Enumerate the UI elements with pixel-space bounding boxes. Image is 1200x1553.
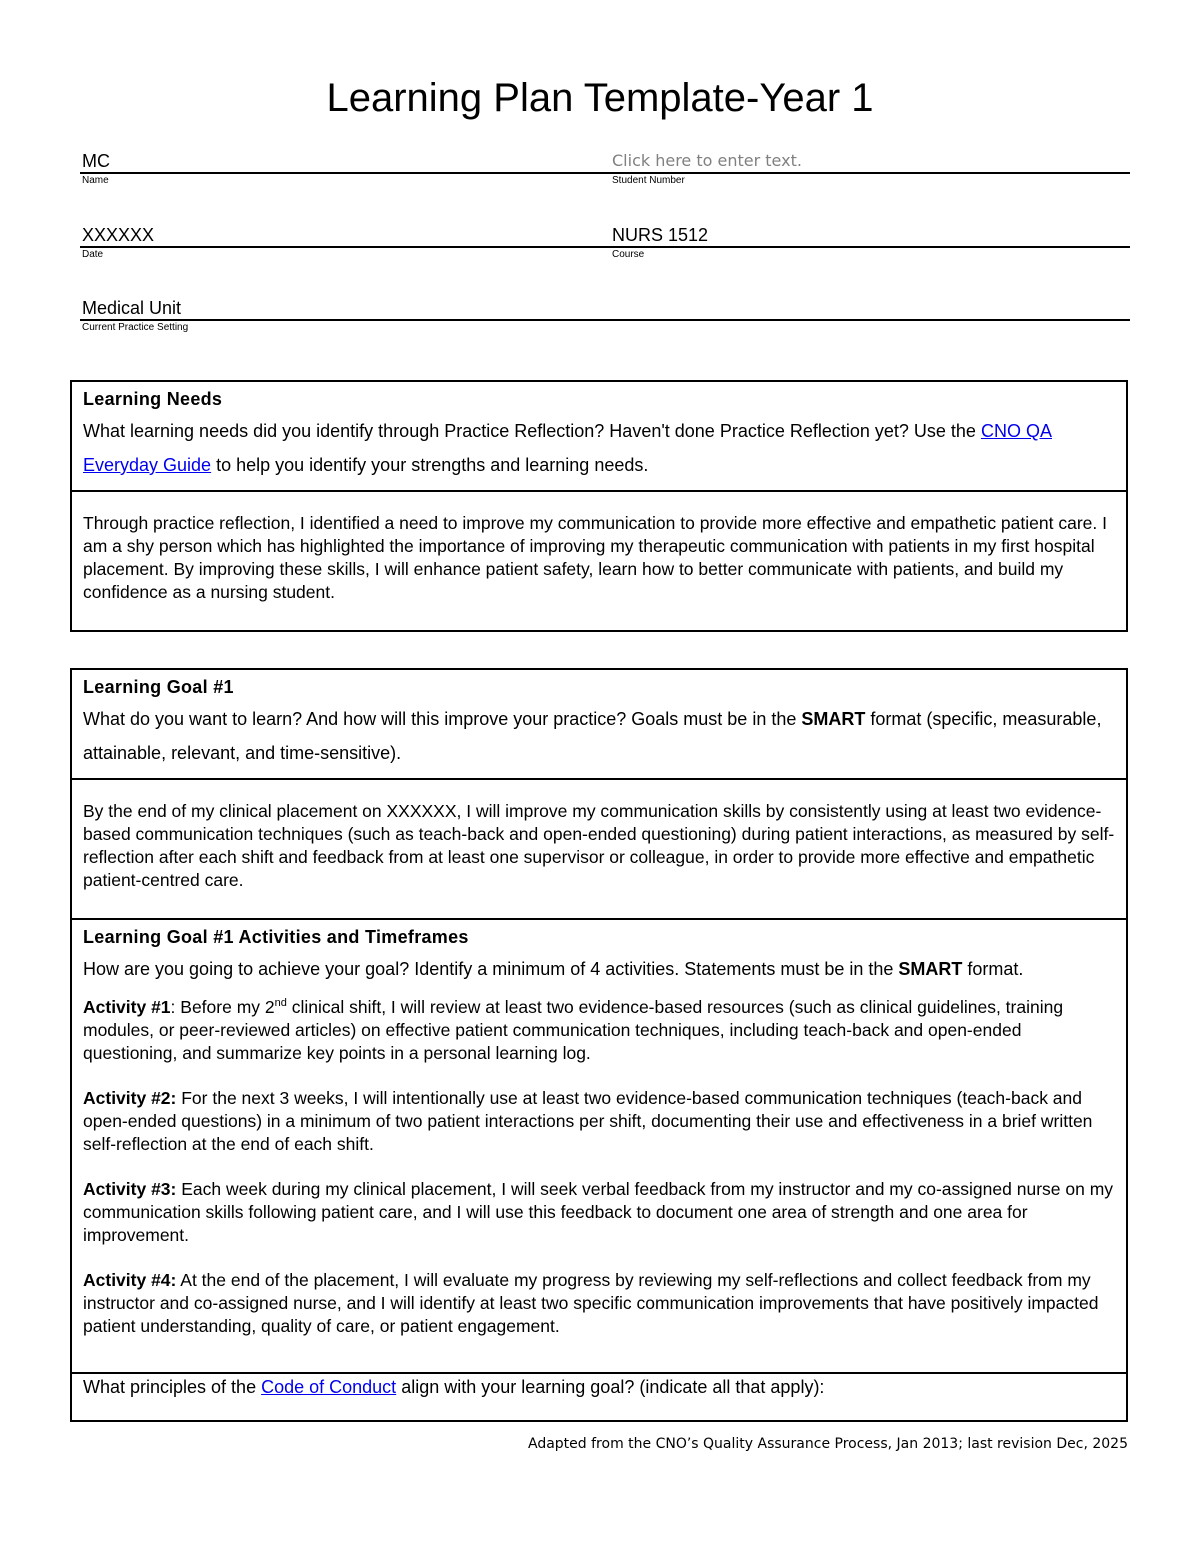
footer-note: Adapted from the CNO’s Quality Assurance Process, Jan 2013; last revision Dec, 2025 (528, 1436, 1128, 1452)
name-label: Name (82, 175, 109, 186)
learning-needs-response-section (72, 492, 1126, 630)
cno-qa-guide-link[interactable]: CNO QA Everyday Guide (83, 421, 1052, 475)
learning-goal-box (70, 668, 1128, 1422)
course-field[interactable] (610, 224, 1130, 261)
activity-2[interactable]: Activity #2: For the next 3 weeks, I will intentionally use at least two evidence-based communication techniques (teach-back and open-ended questions) in a minimum of two patient interactions per shift, documenting their use and effectiveness in a brief written self-reflection at the end of each shift. (83, 1088, 1093, 1154)
learning-needs-header (72, 382, 1126, 492)
date-field[interactable] (80, 224, 610, 261)
setting-label: Current Practice Setting (82, 322, 189, 333)
goal-heading: Learning Goal #1 (83, 677, 234, 697)
activity-4[interactable]: Activity #4: At the end of the placement, I will evaluate my progress by reviewing my self-reflections and collect feedback from my instructor and co-assigned nurse, and I will identify at least two specific communication improvements that have positively impacted patient understanding, quality of care, or patient engagement. (83, 1270, 1099, 1336)
code-of-conduct-link[interactable]: Code of Conduct (261, 1377, 397, 1397)
activities-heading: Learning Goal #1 Activities and Timeframes (83, 927, 469, 947)
date-underline (80, 246, 610, 248)
course-underline (610, 246, 1130, 248)
learning-needs-prompt: What learning needs did you identify through Practice Reflection? Haven't done Practice Reflection yet? Use the CNO QA Everyday Guide to help you identify your strengths and learning needs. (83, 421, 1052, 475)
date-label: Date (82, 249, 104, 260)
activities-prompt: How are you going to achieve your goal? Identify a minimum of 4 activities. Statements must be in the SMART format. (83, 959, 1024, 979)
goal-response-section (72, 780, 1126, 920)
goal-prompt: What do you want to learn? And how will this improve your practice? Goals must be in the SMART format (specific, measurable, attainable, relevant, and time-sensitive). (83, 709, 1102, 763)
activities-section (72, 920, 1126, 1374)
student-number-field[interactable] (610, 150, 1130, 187)
learning-needs-response[interactable]: Through practice reflection, I identified a need to improve my communication to provide more effective and empathetic patient care. I am a shy person which has highlighted the importance of improving my therapeutic communication with patients in my first hospital placement. By improving these skills, I will enhance patient safety, learn how to better communicate with patients, and build my confidence as a nursing student. (83, 513, 1107, 602)
learning-needs-heading: Learning Needs (83, 389, 223, 409)
setting-field[interactable] (80, 297, 1130, 334)
goal-header (72, 670, 1126, 780)
code-of-conduct-prompt: What principles of the Code of Conduct align with your learning goal? (indicate all that apply): (83, 1377, 825, 1397)
setting-underline (80, 319, 1130, 321)
name-field[interactable] (80, 150, 610, 187)
code-of-conduct-section (72, 1374, 1126, 1420)
name-underline (80, 172, 610, 174)
goal-response[interactable]: By the end of my clinical placement on XXXXXX, I will improve my communication skills by consistently using at least two evidence-based communication techniques (such as teach-back and open-ended questioning) during patient interactions, as measured by self-reflection after each shift and feedback from at least one supervisor or colleague, in order to provide more effective and empathetic patient-centred care. (83, 801, 1115, 890)
activity-1[interactable]: Activity #1: Before my 2nd clinical shift, I will review at least two evidence-based resources (such as clinical guidelines, training modules, or peer-reviewed articles) on effective patient communication techniques, including teach-back and open-ended questioning, and summarize key points in a personal learning log. (83, 997, 1064, 1063)
learning-needs-box (70, 380, 1128, 632)
page-title: Learning Plan Template-Year 1 (326, 76, 874, 120)
date-value[interactable]: XXXXXX (82, 225, 155, 245)
course-label: Course (612, 249, 645, 260)
student-number-value[interactable]: Click here to enter text. (612, 151, 802, 170)
setting-value[interactable]: Medical Unit (82, 298, 182, 318)
student-number-label: Student Number (612, 175, 685, 186)
course-value[interactable]: NURS 1512 (612, 225, 709, 245)
name-value[interactable]: MC (82, 151, 110, 171)
student-number-underline (610, 172, 1130, 174)
activity-3[interactable]: Activity #3: Each week during my clinical placement, I will seek verbal feedback from my instructor and my co-assigned nurse on my communication skills following patient care, and I will use this feedback to document one area of strength and one area for improvement. (83, 1179, 1114, 1245)
